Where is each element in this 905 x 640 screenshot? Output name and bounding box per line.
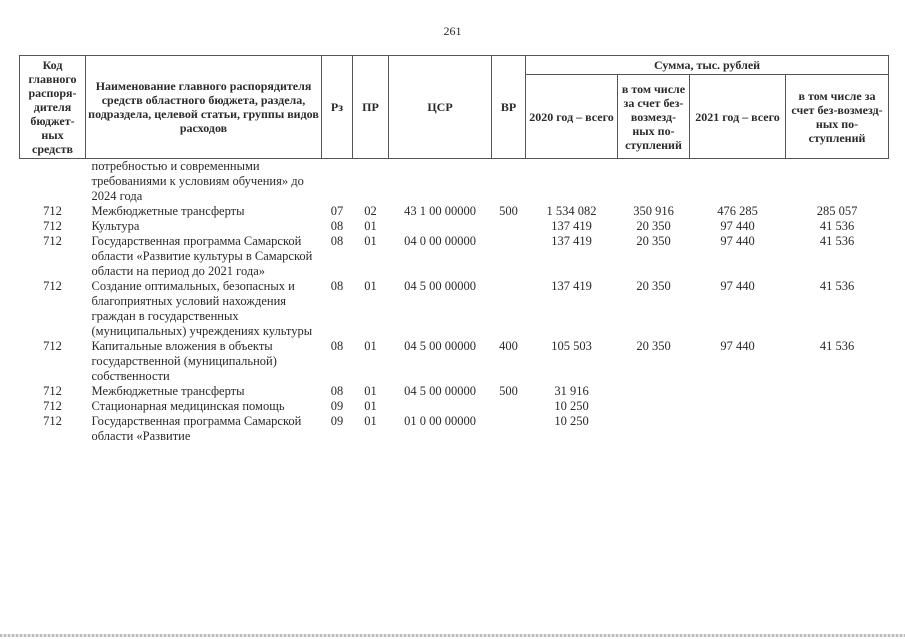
row-vr: 500 (499, 384, 518, 398)
row-2021-total: 97 440 (720, 279, 755, 293)
row-pr: 01 (364, 234, 377, 248)
row-2020-total: 10 250 (554, 399, 589, 413)
row-name: Государственная программа Самарской области «Развитие (91, 414, 302, 443)
row-code (20, 159, 86, 205)
row-pr: 01 (364, 399, 377, 413)
row-2021-free (786, 399, 889, 414)
row-2021-free: 41 536 (819, 339, 855, 353)
row-pr: 01 (364, 339, 377, 353)
row-2020-total: 137 419 (551, 234, 592, 248)
row-code: 712 (43, 279, 62, 293)
row-pr: 02 (364, 204, 377, 218)
row-code: 712 (43, 384, 62, 398)
row-code: 712 (43, 234, 62, 248)
table-row (20, 204, 889, 219)
row-2020-total: 1 534 082 (546, 204, 597, 218)
row-2021-free: 41 536 (819, 219, 855, 233)
header-csr: ЦСР (389, 56, 492, 159)
row-csr (389, 399, 492, 414)
table-row (20, 399, 889, 414)
row-2020-free (618, 384, 690, 399)
row-csr (389, 159, 492, 205)
table-row (20, 234, 889, 279)
row-2020-free: 350 916 (633, 204, 674, 218)
row-rz (322, 159, 353, 205)
row-vr (492, 414, 526, 444)
table-row (20, 219, 889, 234)
row-pr: 01 (364, 414, 377, 428)
row-pr: 01 (364, 384, 377, 398)
row-2021-free: 285 057 (816, 204, 858, 218)
row-name: Межбюджетные трансферты (91, 204, 245, 218)
header-2021-free: в том числе за счет без-возмезд-ных по-ступлений (786, 75, 889, 159)
row-2020-free: 20 350 (636, 279, 671, 293)
table-row (20, 159, 889, 205)
row-rz: 08 (330, 234, 344, 248)
scan-edge-divider (0, 634, 905, 637)
row-vr (492, 219, 526, 234)
row-name: Государственная программа Самарской области «Развитие культуры в Самарской области на период до 2021 года» (91, 234, 313, 278)
row-csr: 04 5 00 00000 (404, 384, 476, 398)
row-code: 712 (43, 204, 62, 218)
row-rz: 08 (330, 279, 344, 293)
row-2021-total (690, 159, 786, 205)
row-rz: 09 (330, 414, 344, 428)
header-name: Наименование главного распорядителя средств областного бюджета, раздела, подраздела, целевой статьи, группы видов расходов (86, 56, 322, 159)
row-2020-total: 137 419 (551, 279, 592, 293)
header-sum-group: Сумма, тыс. рублей (526, 56, 889, 75)
row-code: 712 (43, 414, 62, 428)
row-2020-total: 10 250 (554, 414, 589, 428)
row-csr: 43 1 00 00000 (404, 204, 476, 218)
row-2021-free: 41 536 (819, 279, 855, 293)
row-name: Стационарная медицинская помощь (91, 399, 285, 413)
row-csr: 04 0 00 00000 (404, 234, 476, 248)
row-2020-total: 137 419 (551, 219, 592, 233)
row-2021-free (786, 159, 889, 205)
row-2021-total: 476 285 (717, 204, 758, 218)
row-name: Межбюджетные трансферты (91, 384, 245, 398)
row-rz: 08 (330, 384, 344, 398)
row-csr (389, 219, 492, 234)
row-2021-total: 97 440 (720, 219, 755, 233)
header-2021-total: 2021 год – всего (690, 75, 786, 159)
row-vr (492, 159, 526, 205)
row-2020-free (618, 414, 690, 444)
row-2020-free: 20 350 (636, 219, 671, 233)
row-2021-free: 41 536 (819, 234, 855, 248)
row-name: Капитальные вложения в объекты государственной (муниципальной) собственности (91, 339, 277, 383)
budget-table (19, 55, 889, 444)
row-2020-total: 31 916 (554, 384, 589, 398)
row-2021-total (690, 414, 786, 444)
row-vr (492, 399, 526, 414)
row-vr: 400 (499, 339, 518, 353)
row-2021-free (786, 384, 889, 399)
row-pr (353, 159, 389, 205)
header-vr: ВР (492, 56, 526, 159)
row-name: Создание оптимальных, безопасных и благоприятных условий нахождения граждан в государственных (муниципальных) учреждениях культуры (91, 279, 313, 338)
row-code: 712 (43, 219, 62, 233)
row-code: 712 (43, 399, 62, 413)
row-2020-free: 20 350 (636, 234, 671, 248)
header-code: Код главного распоря-дителя бюджет-ных средств (20, 56, 86, 159)
header-2020-free: в том числе за счет без-возмезд-ных по-ступлений (618, 75, 690, 159)
row-2021-total: 97 440 (720, 234, 755, 248)
row-2020-total (526, 159, 618, 205)
row-name: потребностью и современными требованиями к условиям обучения» до 2024 года (91, 159, 304, 203)
header-rz: Рз (322, 56, 353, 159)
table-row (20, 414, 889, 444)
row-vr (492, 279, 526, 339)
row-rz: 07 (330, 204, 344, 218)
row-2021-total (690, 384, 786, 399)
row-csr: 04 5 00 00000 (404, 339, 476, 353)
row-2020-free (618, 399, 690, 414)
row-vr (492, 234, 526, 279)
row-2021-total (690, 399, 786, 414)
row-rz: 08 (330, 219, 344, 233)
row-2021-total: 97 440 (720, 339, 755, 353)
row-vr: 500 (499, 204, 518, 218)
row-pr: 01 (364, 279, 377, 293)
row-2020-total: 105 503 (551, 339, 592, 353)
row-2020-free: 20 350 (636, 339, 671, 353)
header-pr: ПР (353, 56, 389, 159)
row-2021-free (786, 414, 889, 444)
row-2020-free (618, 159, 690, 205)
header-2020-total: 2020 год – всего (526, 75, 618, 159)
row-rz: 08 (330, 339, 344, 353)
row-code: 712 (43, 339, 62, 353)
row-csr: 04 5 00 00000 (404, 279, 476, 293)
row-name: Культура (91, 219, 140, 233)
row-rz: 09 (330, 399, 344, 413)
table-row (20, 339, 889, 384)
row-pr: 01 (364, 219, 377, 233)
row-csr: 01 0 00 00000 (404, 414, 476, 428)
table-row (20, 279, 889, 339)
page-number: 261 (443, 24, 462, 38)
table-row (20, 384, 889, 399)
